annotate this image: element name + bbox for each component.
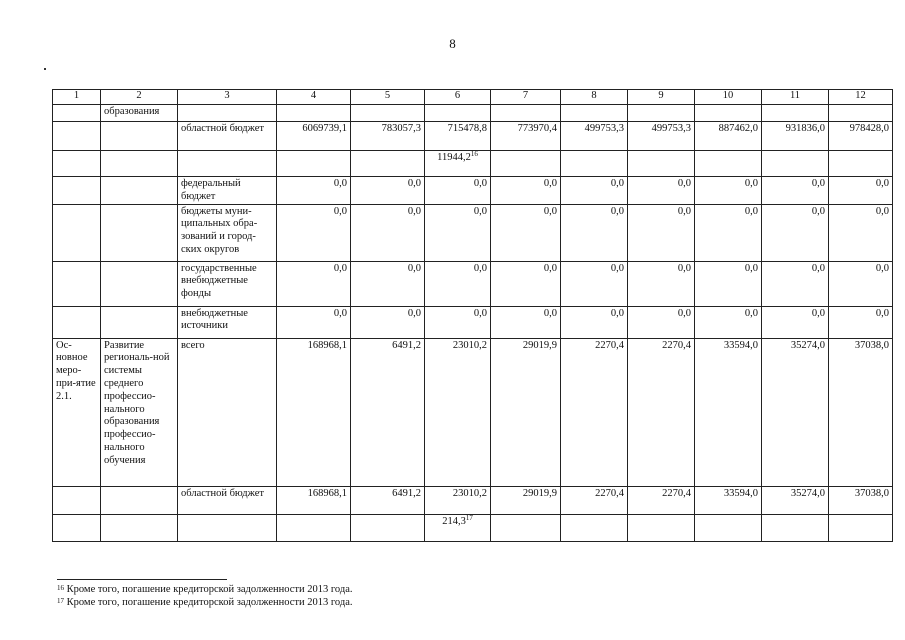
value-cell: 0,0	[762, 204, 829, 261]
value-cell: 0,0	[491, 306, 561, 338]
table-row-main-activity-regional	[53, 486, 893, 514]
footnoted-value: 214,3	[442, 515, 466, 527]
value-cell: 23010,2	[425, 486, 491, 514]
funding-source-label: областной бюджет	[178, 486, 277, 514]
footnote-text: Кроме того, погашение кредиторской задолженности 2013 года.	[66, 584, 353, 595]
footnote-17	[57, 596, 352, 609]
header-cell: 2	[101, 90, 178, 105]
footnoted-value-cell	[425, 151, 491, 177]
value-cell: 0,0	[351, 306, 425, 338]
value-cell: 0,0	[491, 261, 561, 306]
value-cell: 0,0	[829, 261, 893, 306]
value-cell: 0,0	[351, 204, 425, 261]
header-cell: 9	[628, 90, 695, 105]
value-cell: 0,0	[425, 306, 491, 338]
funding-source-label: федеральный бюджет	[178, 177, 277, 205]
value-cell: 715478,8	[425, 122, 491, 151]
value-cell: 0,0	[277, 204, 351, 261]
value-cell: 168968,1	[277, 338, 351, 486]
value-cell: 0,0	[695, 177, 762, 205]
value-cell: 0,0	[628, 306, 695, 338]
value-cell: 6069739,1	[277, 122, 351, 151]
table-row-regional-budget	[53, 122, 893, 151]
table-header-row	[53, 90, 893, 105]
header-cell: 7	[491, 90, 561, 105]
value-cell: 0,0	[762, 261, 829, 306]
funding-source-label: государственные внебюджетные фонды	[178, 261, 277, 306]
value-cell: 0,0	[695, 204, 762, 261]
table-row-federal-budget	[53, 177, 893, 205]
scan-speck	[44, 68, 46, 70]
page-number: 8	[449, 36, 456, 51]
header-cell: 3	[178, 90, 277, 105]
header-cell: 10	[695, 90, 762, 105]
value-cell: 0,0	[277, 306, 351, 338]
footnote-separator	[57, 579, 227, 580]
header-cell: 8	[561, 90, 628, 105]
table-row-education	[53, 105, 893, 122]
table-row-municipal-budgets	[53, 204, 893, 261]
footnote-mark: 17	[57, 597, 64, 605]
value-cell: 0,0	[277, 177, 351, 205]
value-cell: 783057,3	[351, 122, 425, 151]
table-row-main-activity-total	[53, 338, 893, 486]
value-cell: 0,0	[491, 177, 561, 205]
header-cell: 6	[425, 90, 491, 105]
header-cell: 4	[277, 90, 351, 105]
value-cell: 0,0	[762, 177, 829, 205]
activity-name: Развитие региональ-ной системы среднего профессио-нального образования профессио-нального обучения	[101, 338, 178, 486]
footnoted-value: 11944,2	[437, 152, 471, 163]
value-cell: 6491,2	[351, 486, 425, 514]
funding-source-label: всего	[178, 338, 277, 486]
value-cell: 0,0	[561, 306, 628, 338]
value-cell: 0,0	[425, 177, 491, 205]
program-name-continued: образования	[101, 105, 178, 122]
value-cell: 37038,0	[829, 338, 893, 486]
header-cell: 1	[53, 90, 101, 105]
value-cell: 0,0	[695, 306, 762, 338]
value-cell: 6491,2	[351, 338, 425, 486]
value-cell: 2270,4	[628, 338, 695, 486]
value-cell: 2270,4	[561, 486, 628, 514]
footnoted-value-cell	[425, 514, 491, 541]
value-cell: 773970,4	[491, 122, 561, 151]
value-cell: 33594,0	[695, 338, 762, 486]
header-cell: 5	[351, 90, 425, 105]
value-cell: 0,0	[628, 261, 695, 306]
footnote-16	[57, 583, 352, 596]
table-row-state-funds	[53, 261, 893, 306]
footnote-mark: 16	[57, 584, 64, 592]
footnotes	[57, 583, 352, 609]
table-row-note-17	[53, 514, 893, 541]
value-cell: 33594,0	[695, 486, 762, 514]
value-cell: 0,0	[561, 261, 628, 306]
value-cell: 499753,3	[628, 122, 695, 151]
value-cell: 29019,9	[491, 338, 561, 486]
value-cell: 0,0	[491, 204, 561, 261]
value-cell: 168968,1	[277, 486, 351, 514]
value-cell: 0,0	[829, 177, 893, 205]
value-cell: 0,0	[762, 306, 829, 338]
value-cell: 0,0	[425, 204, 491, 261]
value-cell: 37038,0	[829, 486, 893, 514]
value-cell: 0,0	[628, 204, 695, 261]
header-cell: 12	[829, 90, 893, 105]
value-cell: 0,0	[829, 204, 893, 261]
value-cell: 0,0	[277, 261, 351, 306]
value-cell: 29019,9	[491, 486, 561, 514]
footnote-text: Кроме того, погашение кредиторской задолженности 2013 года.	[66, 597, 353, 608]
value-cell: 35274,0	[762, 338, 829, 486]
footnote-ref-17: 17	[465, 514, 473, 522]
value-cell: 23010,2	[425, 338, 491, 486]
value-cell: 0,0	[695, 261, 762, 306]
header-cell: 11	[762, 90, 829, 105]
table-row-note-16	[53, 151, 893, 177]
value-cell: 0,0	[561, 177, 628, 205]
value-cell: 0,0	[829, 306, 893, 338]
value-cell: 499753,3	[561, 122, 628, 151]
value-cell: 0,0	[561, 204, 628, 261]
value-cell: 0,0	[351, 177, 425, 205]
value-cell: 887462,0	[695, 122, 762, 151]
activity-code: Ос-новное меро-при-ятие 2.1.	[53, 338, 101, 486]
value-cell: 2270,4	[628, 486, 695, 514]
table-row-extrabudgetary	[53, 306, 893, 338]
value-cell: 35274,0	[762, 486, 829, 514]
funding-source-label: бюджеты муни-ципальных обра-зований и город-ских округов	[178, 204, 277, 261]
value-cell: 978428,0	[829, 122, 893, 151]
value-cell: 0,0	[425, 261, 491, 306]
funding-source-label: внебюджетные источники	[178, 306, 277, 338]
budget-table	[52, 89, 893, 542]
value-cell: 931836,0	[762, 122, 829, 151]
value-cell: 0,0	[628, 177, 695, 205]
value-cell: 2270,4	[561, 338, 628, 486]
footnote-ref-16: 16	[470, 150, 478, 158]
value-cell: 0,0	[351, 261, 425, 306]
funding-source-label: областной бюджет	[178, 122, 277, 151]
